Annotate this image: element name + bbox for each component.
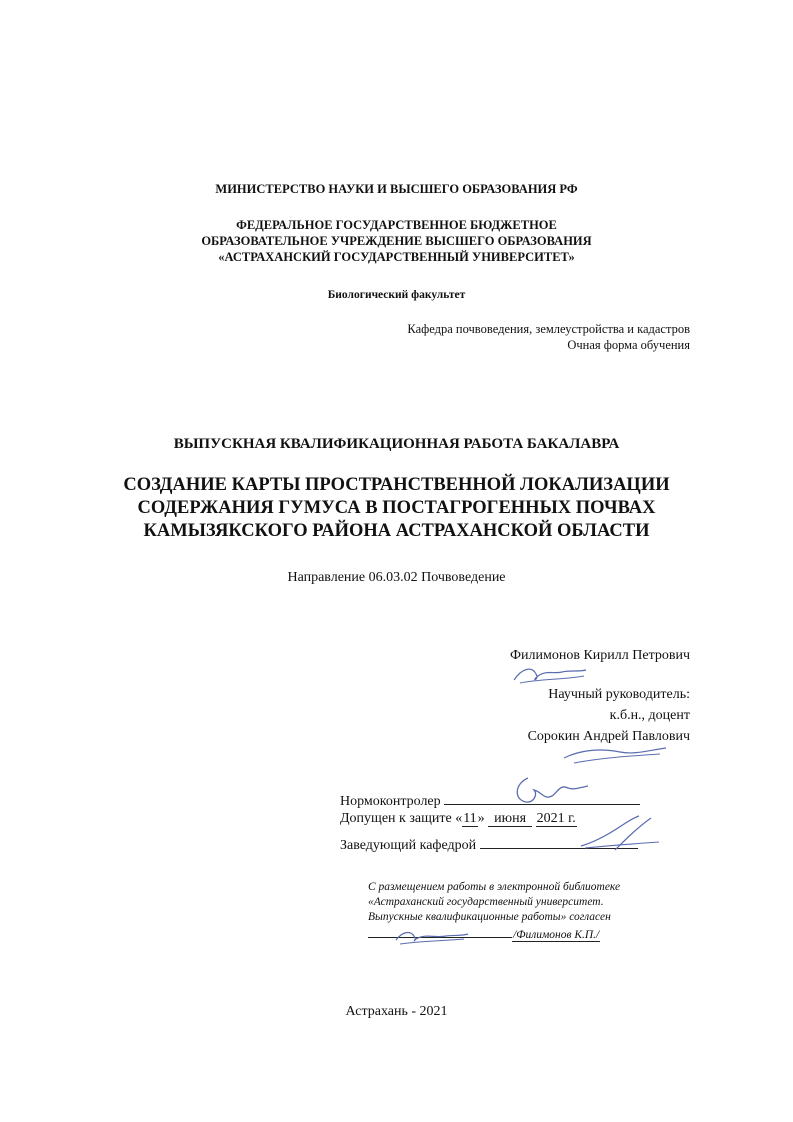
head-signature-icon: [575, 812, 665, 854]
study-direction: Направление 06.03.02 Почвоведение: [287, 570, 506, 585]
admitted-year: 2021 г.: [536, 811, 576, 826]
admission-row: [340, 811, 577, 827]
ministry-heading: МИНИСТЕРСТВО НАУКИ И ВЫСШЕГО ОБРАЗОВАНИЯ РФ: [215, 182, 578, 196]
author-name: Филимонов Кирилл Петрович: [509, 648, 690, 663]
supervisor-degree: к.б.н., доцент: [609, 708, 690, 723]
university-name: [0, 217, 793, 265]
org-line: ОБРАЗОВАТЕЛЬНОЕ УЧРЕЖДЕНИЕ ВЫСШЕГО ОБРАЗОВАНИЯ: [201, 234, 592, 248]
city-year: Астрахань - 2021: [345, 1004, 448, 1019]
admitted-close-quote: »: [477, 811, 485, 826]
study-form: Очная форма обучения: [567, 338, 690, 352]
department-block: [407, 321, 690, 353]
faculty-name: Биологический факультет: [327, 289, 466, 301]
consent-line: С размещением работы в электронной библиотеке: [368, 881, 621, 893]
work-title: [0, 474, 793, 543]
org-line: ФЕДЕРАЛЬНОЕ ГОСУДАРСТВЕННОЕ БЮДЖЕТНОЕ: [236, 218, 557, 232]
title-line: СОДЕРЖАНИЯ ГУМУСА В ПОСТАГРОГЕННЫХ ПОЧВАХ: [137, 498, 656, 518]
admitted-month: июня: [488, 811, 532, 827]
consent-line: «Астраханский государственный университет.: [368, 896, 604, 908]
author-signature-icon: [510, 664, 590, 686]
head-label: Заведующий кафедрой: [340, 838, 477, 853]
work-type: ВЫПУСКНАЯ КВАЛИФИКАЦИОННАЯ РАБОТА БАКАЛАВРА: [173, 436, 620, 452]
consent-signature-icon: [392, 926, 472, 948]
admitted-label: Допущен к защите: [340, 811, 452, 826]
title-line: СОЗДАНИЕ КАРТЫ ПРОСТРАНСТВЕННОЙ ЛОКАЛИЗАЦИИ: [123, 475, 670, 495]
supervisor-name: Сорокин Андрей Павлович: [527, 729, 690, 744]
supervisor-label: Научный руководитель:: [548, 687, 690, 702]
title-line: КАМЫЗЯКСКОГО РАЙОНА АСТРАХАНСКОЙ ОБЛАСТИ: [143, 521, 650, 541]
consent-signature-name: /Филимонов К.П./: [513, 929, 600, 941]
admitted-day: 11: [463, 811, 477, 826]
normocontrol-signature-icon: [508, 770, 598, 810]
department-name: Кафедра почвоведения, землеустройства и кадастров: [407, 322, 690, 336]
consent-line: Выпускные квалификационные работы» согласен: [368, 911, 611, 923]
admitted-open-quote: «: [455, 811, 463, 826]
supervisor-signature-icon: [560, 744, 670, 766]
normocontrol-label: Нормоконтролер: [340, 794, 441, 809]
org-line: «АСТРАХАНСКИЙ ГОСУДАРСТВЕННЫЙ УНИВЕРСИТЕТ»: [218, 250, 575, 264]
